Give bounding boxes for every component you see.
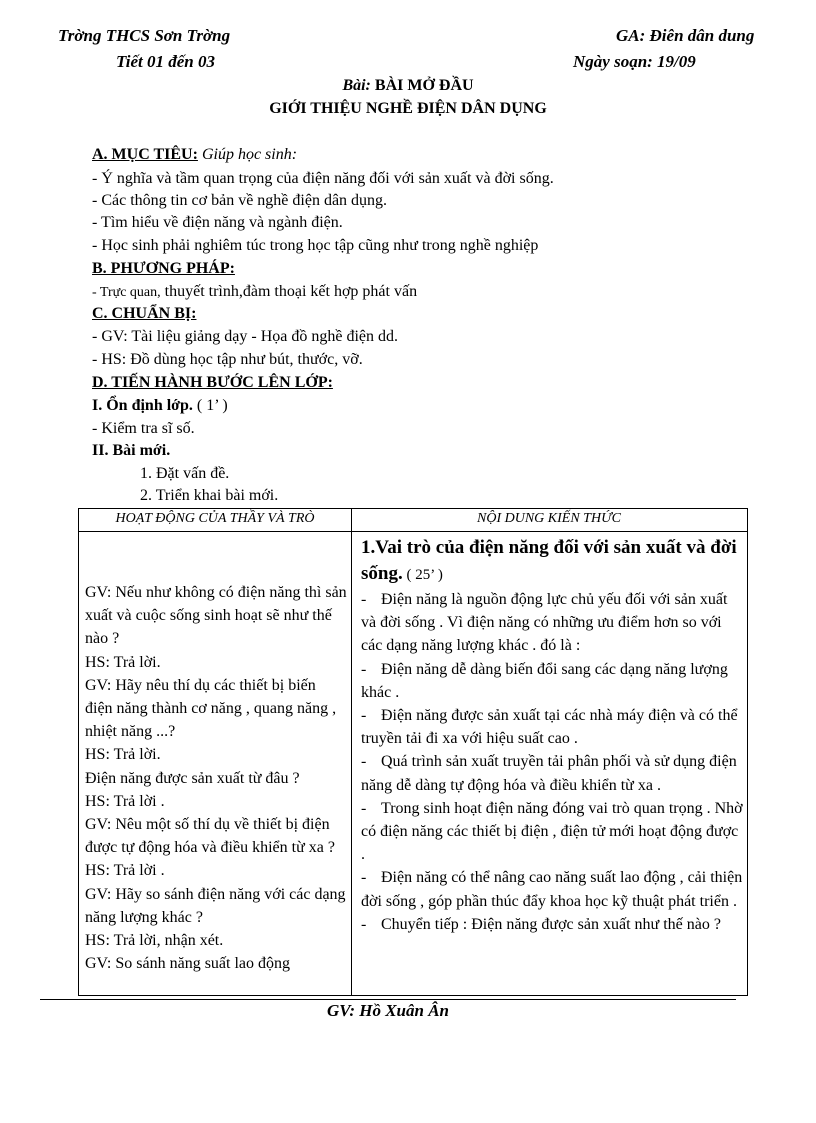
knowledge-content [361,535,743,936]
footer-rule [40,999,736,1000]
method-item-rest: thuyết trình,đàm thoại kết hợp phát vấn [160,283,418,300]
content-dash: - [361,869,367,887]
section-b-heading: B. PHƯƠNG PHÁP: [92,260,235,277]
step1-item: - Kiểm tra sĩ số. [92,420,195,437]
teacher-student-activities [85,581,347,975]
activity-line: HS: Trả lời . [85,792,165,810]
step2-title: II. Bài mới. [92,442,171,459]
table-header [79,509,747,532]
content-item-text: Quá trình sản xuất truyền tải phân phối và sử dụng điện năng dễ dàng tự động hóa và điều khiển từ xa . [361,753,737,794]
step1 [92,397,228,415]
activity-line: HS: Trả lời, nhận xét. [85,932,224,950]
content-item-text: Điện năng được sản xuất tại các nhà máy điện và có thể truyền tải đi xa với hiệu suất cao . [361,707,738,748]
content-item [361,588,743,658]
content-item-text: Chuyển tiếp : Điện năng được sản xuất như thế nào ? [381,915,721,933]
content-item-text: Điện năng có thể nâng cao năng suất lao động , cải thiện đời sống , góp phần thúc đẩy khoa học kỹ thuật phát triển . [361,869,743,910]
activity-line: GV: Hãy nêu thí dụ các thiết bị biến điện năng thành cơ năng , quang năng , nhiệt năng ...? [85,676,337,741]
content-dash: - [361,591,367,608]
column-divider [351,509,352,995]
content-item [361,797,743,867]
activity-line: GV: Nêu một số thí dụ về thiết bị điện được tự động hóa và điều khiển từ xa ? [85,816,335,857]
objective-item: - Các thông tin cơ bản về nghề điện dân dụng. [92,192,388,209]
section-d-heading: D. TIẾN HÀNH BƯỚC LÊN LỚP: [92,374,333,391]
prep-date: Ngày soạn: 19/09 [573,52,696,71]
activity-line: HS: Trả lời . [85,862,165,880]
lesson-prefix: Bài: [342,77,371,94]
section-a-subtitle: Giúp học sinh: [197,146,298,163]
step2-item: 1. Đặt vấn đề. [140,465,230,482]
activity-line: HS: Trả lời. [85,746,161,764]
content-dash: - [361,660,367,678]
content-item [361,750,743,796]
subject-name: GA: Điên dân dung [616,26,755,45]
content-item-text: Điện năng dễ dàng biến đổi sang các dạng năng lượng khác . [361,660,728,701]
step1-time: ( 1’ ) [192,397,228,414]
content-item [361,658,743,704]
prep-item: - HS: Đồ dùng học tập như bút, thước, vỡ. [92,351,363,368]
content-item-text: Điện năng là nguồn động lực chủ yếu đối với sản xuất và đời sống . Vì điện năng có những ưu điểm hơn so với các dạng năng lượng khác . đó là : [361,591,728,655]
objective-item: - Ý nghĩa và tầm quan trọng của điện năng đối với sản xuất và đời sống. [92,170,554,187]
lesson-period: Tiết 01 đến 03 [116,52,215,71]
content-heading-text: 1.Vai trò của điện năng đối với sản xuất và đời sống. [361,537,737,584]
activity-line: GV: Hãy so sánh điện năng với các dạng năng lượng khác ? [85,885,346,926]
content-dash: - [361,707,367,725]
content-dash: - [361,799,367,817]
footer-teacher: GV: Hồ Xuân Ân [326,1001,450,1020]
content-item [361,704,743,750]
main-title: GIỚI THIỆU NGHỀ ĐIỆN DÂN DỤNG [269,100,547,117]
lesson-title [0,77,816,95]
col1-header: HOẠT ĐỘNG CỦA THẦY VÀ TRÒ [115,511,315,526]
section-c-heading: C. CHUẨN BỊ: [92,305,197,322]
activity-line: GV: So sánh năng suất lao động [85,955,291,973]
method-item-start: - Trực quan, [92,285,161,300]
activity-line: GV: Nếu như không có điện năng thì sản xuất và cuộc sống sinh hoạt sẽ như thế nào ? [85,584,347,648]
objective-item: - Tìm hiểu về điện năng và ngành điện. [92,214,343,231]
lesson-name: BÀI MỞ ĐẦU [370,77,474,94]
content-item-text: Trong sinh hoạt điện năng đóng vai trò quan trọng . Nhờ có điện năng các thiết bị điện , điện tử mới hoạt động được . [361,799,743,864]
content-item [361,913,743,936]
method-item [92,283,417,301]
section-a-title: A. MỤC TIÊU: [92,146,198,163]
content-item [361,866,743,912]
step2-item: 2. Triển khai bài mới. [140,487,279,504]
col2-header: NỘI DUNG KIẾN THỨC [477,511,621,526]
content-heading [361,535,743,588]
activity-line: HS: Trả lời. [85,653,161,671]
step1-title: I. Ổn định lớp. [92,397,193,414]
school-name: Trờng THCS Sơn Trờng [58,26,231,45]
activity-line: Điện năng được sản xuất từ đâu ? [85,769,300,787]
content-heading-time: ( 25’ ) [402,567,443,583]
lesson-table [78,508,748,996]
prep-item: - GV: Tài liệu giảng dạy - Họa đồ nghề điện dd. [92,328,398,345]
section-a-heading [92,146,297,164]
objective-item: - Học sinh phải nghiêm túc trong học tập cũng như trong nghề nghiệp [92,237,539,254]
content-dash: - [361,753,367,771]
content-dash: - [361,915,367,933]
